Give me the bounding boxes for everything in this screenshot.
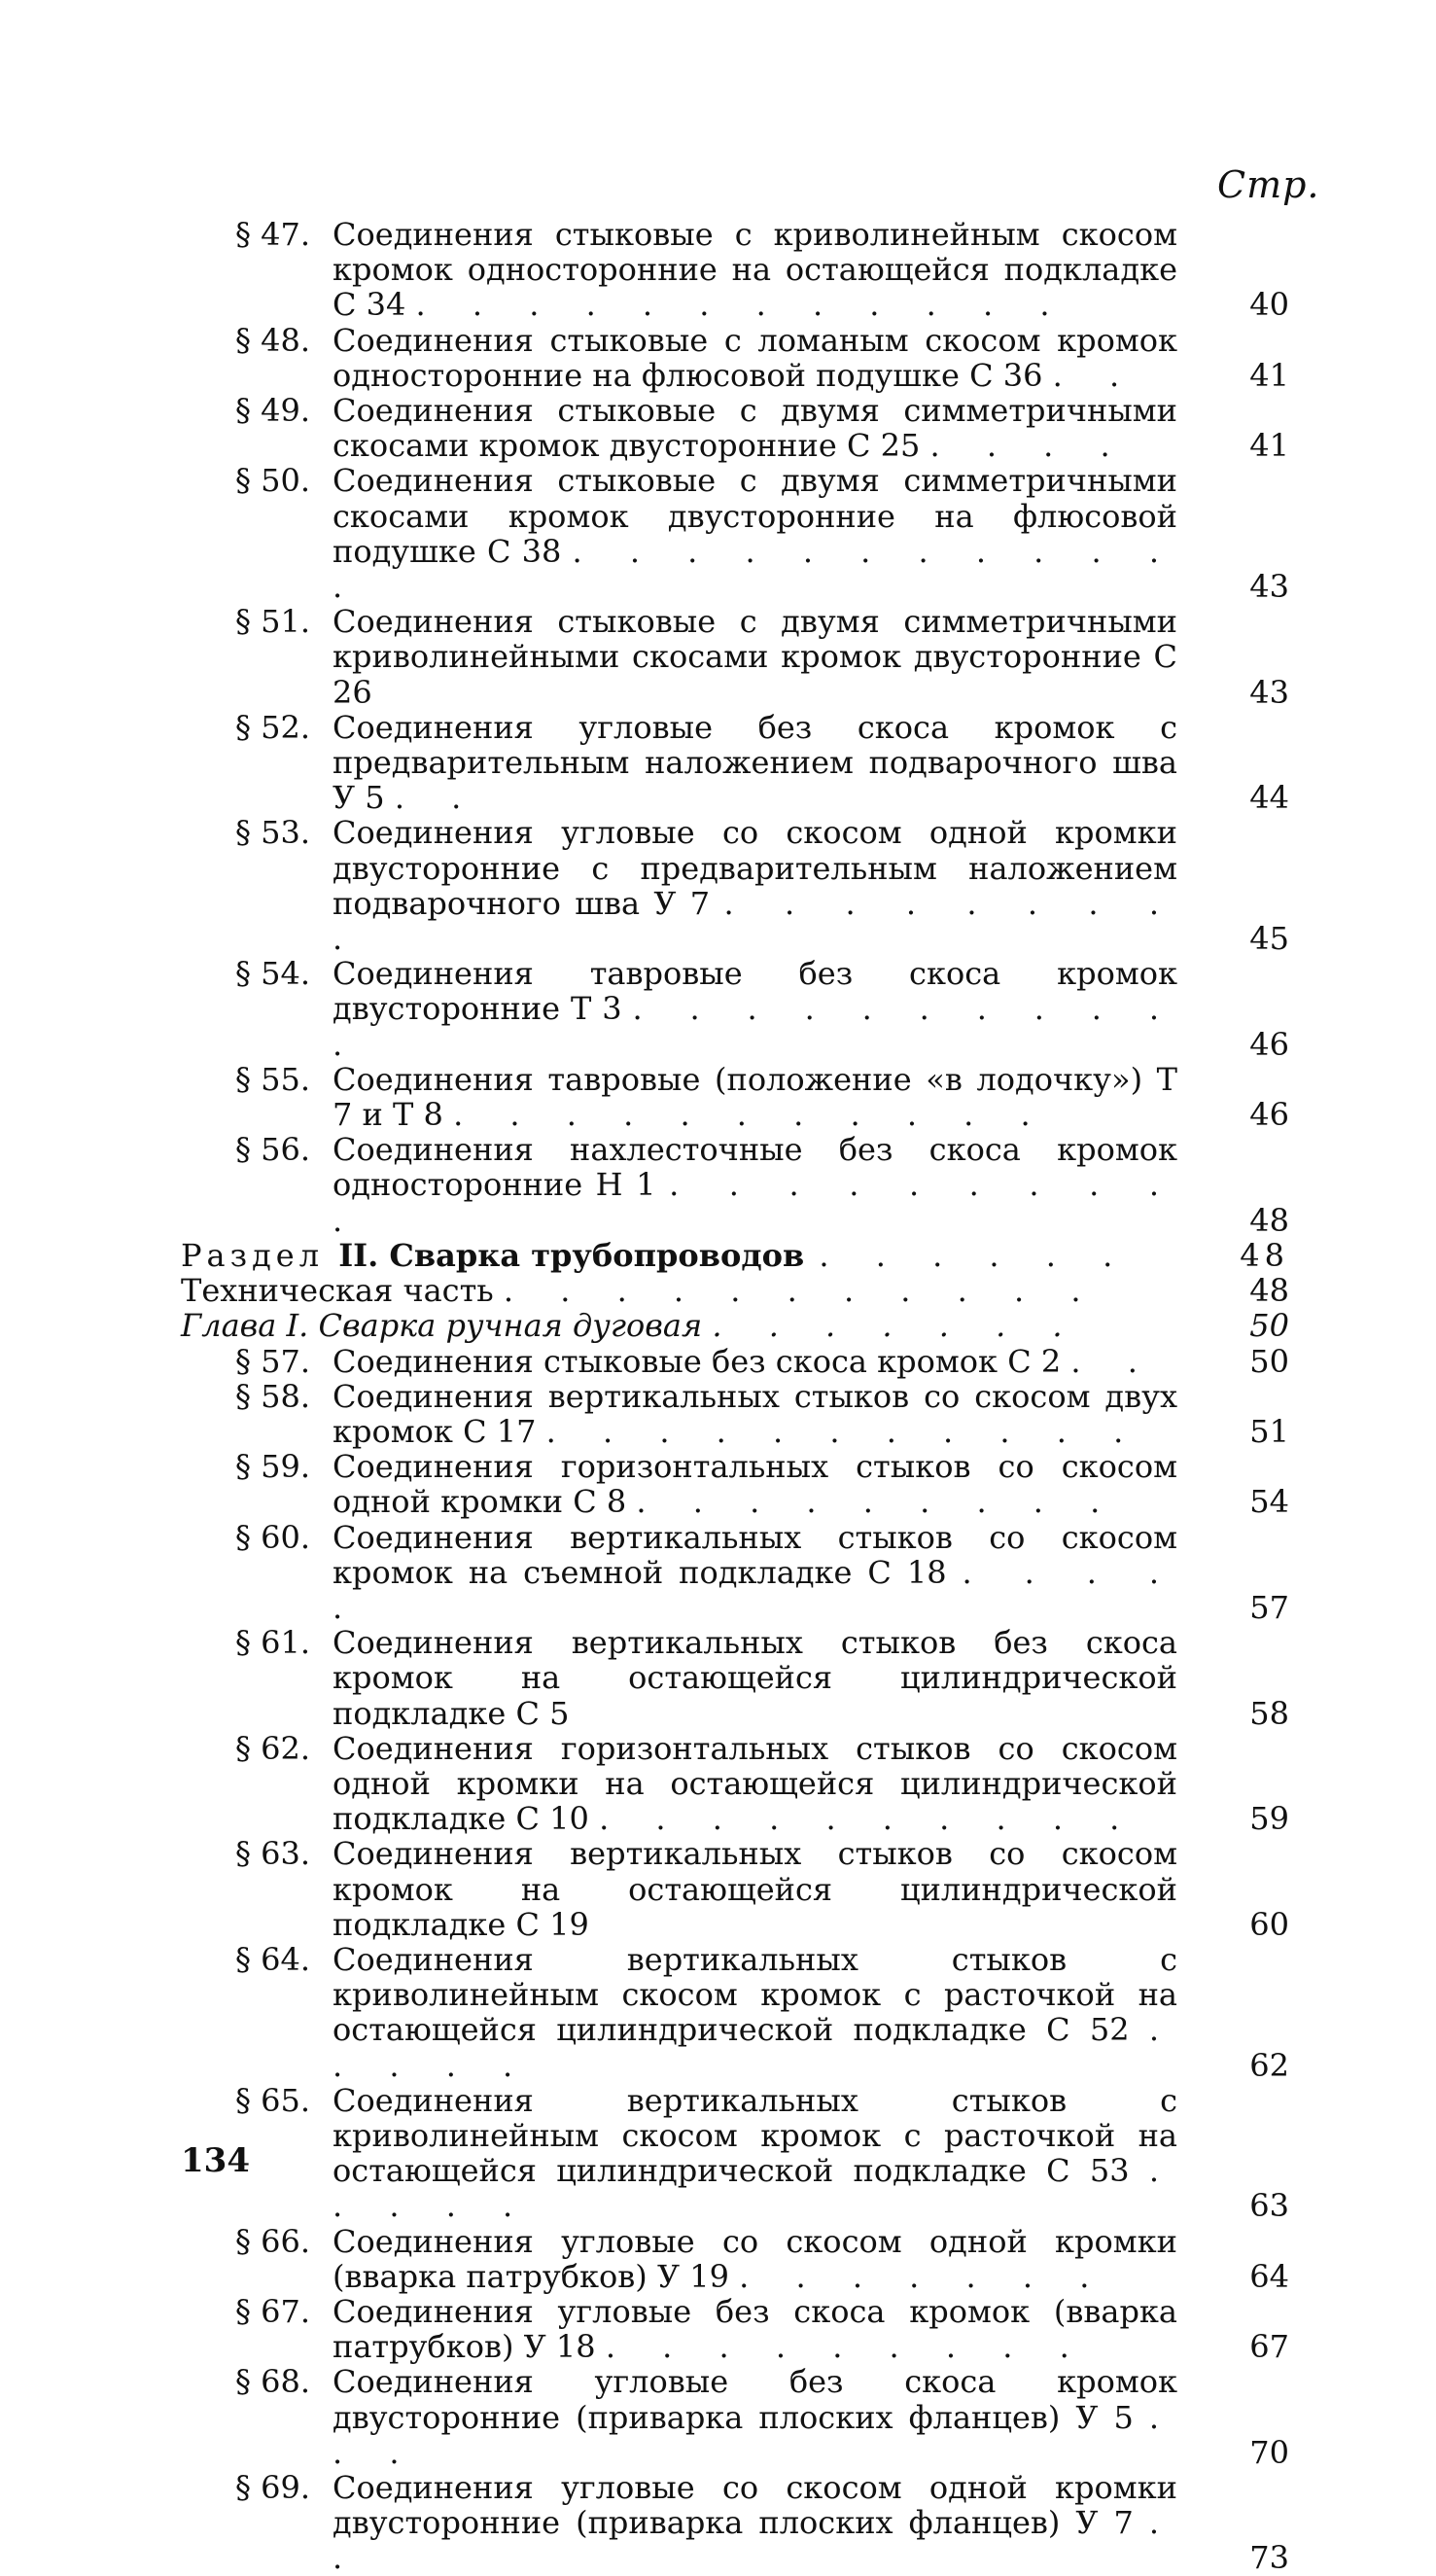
entry-title [181,393,1177,463]
toc-entry[interactable] [181,1238,1289,1273]
page-ref: 43 [1249,673,1289,711]
page-ref: 58 [1249,1694,1289,1732]
section-number: § 66. [235,2222,311,2260]
leader-dots: . . . . . . . [712,1307,1081,1345]
toc-entry[interactable] [181,710,1289,816]
entry-text: Соединения вертикальных стыков со скосом кромок на съемной подкладке С 18 [333,1518,1177,1591]
toc-entry[interactable] [181,463,1289,604]
leader-dots: . . . . . . [819,1236,1132,1274]
leader-dots: . . . . . . . . . . . [453,1096,1049,1134]
page-ref: 41 [1249,356,1289,394]
leader-dots: . . . . . . . . . [605,2328,1088,2366]
section-number: § 64. [235,1940,311,1978]
entry-title [181,1308,1177,1343]
page-ref: 41 [1249,427,1289,465]
page-ref: 51 [1249,1412,1289,1450]
page-ref: 46 [1249,1025,1289,1063]
section-number: § 63. [235,1835,311,1873]
section-number: § 61. [235,1624,311,1662]
entry-text: Соединения угловые со скосом одной кромки двусторонние с предварительным наложением подварочного шва У 7 [333,814,1177,922]
entry-title [181,1625,1177,1731]
toc-entry[interactable] [181,1273,1289,1308]
entry-text: Соединения тавровые без скоса кромок двусторонние Т 3 [333,955,1177,1028]
entry-title [181,1942,1177,2083]
section-number: § 47. [235,216,311,253]
entry-title [181,463,1177,604]
entry-text: Соединения нахлесточные без скоса кромок односторонние Н 1 [333,1131,1177,1204]
leader-dots: . . . . . [333,1553,1178,1626]
toc-entry[interactable] [181,1308,1289,1343]
leader-dots: . . [1052,356,1138,394]
toc-entry[interactable] [181,2294,1289,2364]
page-ref: 63 [1249,2187,1289,2225]
entry-text: Соединения стыковые с криволинейным скосом кромок односторонние на остающейся подкладке С 34 [333,216,1177,324]
entry-text: Соединения тавровые (положение «в лодочку») Т 7 и Т 8 [333,1060,1177,1134]
leader-dots: . . [1070,1342,1156,1380]
entry-title [181,1520,1177,1626]
entry-title [181,2083,1177,2224]
entry-text: Соединения угловые без скоса кромок двусторонние (приварка плоских фланцев) У 5 [333,2363,1177,2436]
entry-title [181,710,1177,816]
section-number: § 57. [235,1342,311,1380]
page-ref: 43 [1249,568,1289,606]
entry-title [181,1731,1177,1837]
toc-entry[interactable] [181,815,1289,956]
section-number: § 55. [235,1060,311,1098]
entry-title [181,217,1177,323]
entry-title [181,2364,1177,2470]
leader-dots: . . . . . . . [739,2257,1108,2295]
page-ref: 67 [1249,2328,1289,2366]
entry-text: Соединения стыковые с двумя симметричными скосами кромок двусторонние С 25 [333,392,1177,465]
page-ref: 50 [1249,1307,1289,1345]
page-ref: 48 [1240,1236,1289,1274]
section-number: § 51. [235,603,311,641]
leader-dots: . . . . . . . . . . . [545,1412,1142,1450]
entry-title [181,323,1177,393]
leader-dots: . . . . . . . . . . [599,1800,1138,1838]
page-ref: 48 [1249,1201,1289,1239]
entry-title [181,956,1177,1062]
toc-entry[interactable] [181,1062,1289,1132]
section-number: § 53. [235,814,311,852]
entry-title [181,2224,1177,2294]
entry-text: Соединения горизонтальных стыков со скосом одной кромки на остающейся цилиндрической подкладке С 10 [333,1729,1177,1838]
toc-entry[interactable] [181,393,1289,463]
leader-dots: . . . . . . . . . . . [503,1272,1100,1310]
leader-dots: . . . . . [333,2152,1178,2225]
toc-entry[interactable] [181,1132,1289,1238]
entry-text: Соединения стыковые с ломаным скосом кромок односторонние на флюсовой подушке С 36 [333,321,1177,394]
leader-dots: . . . [333,2398,1178,2471]
toc-entry[interactable] [181,2083,1289,2224]
entry-text: Соединения угловые со скосом одной кромки двусторонние (приварка плоских фланцев) У 7 [333,2469,1177,2542]
toc-entry[interactable] [181,323,1289,393]
part-title: II. Сварка трубопроводов [338,1236,805,1274]
part-label: Раздел [181,1236,325,1274]
page-ref: 54 [1249,1483,1289,1521]
section-number: § 58. [235,1377,311,1415]
leader-dots: . . . . . . . . . . [333,1166,1178,1239]
page-ref: 48 [1249,1272,1289,1310]
entry-title [181,2294,1177,2364]
entry-title [181,1132,1177,1238]
page-ref: 46 [1249,1096,1289,1134]
entry-text: Глава I. Сварка ручная дуговая [181,1307,703,1345]
section-number: § 56. [235,1131,311,1169]
entry-title [181,604,1177,710]
page-ref: 64 [1249,2257,1289,2295]
toc-entry[interactable] [181,217,1289,323]
entry-text: Соединения вертикальных стыков со скосом двух кромок С 17 [333,1377,1177,1450]
page-ref: 59 [1249,1800,1289,1838]
page-ref: 40 [1249,286,1289,324]
entry-title [181,1836,1177,1942]
section-number: § 50. [235,462,311,500]
page-number: 134 [181,2141,250,2180]
entry-text: Соединения вертикальных стыков без скоса кромок на остающейся цилиндрической подкладке С 5 [333,1624,1177,1732]
toc-entry[interactable] [181,2470,1289,2576]
toc-entry[interactable] [181,1379,1289,1449]
section-number: § 52. [235,708,311,746]
section-number: § 48. [235,321,311,359]
toc-entry[interactable] [181,1449,1289,1519]
entry-text: Соединения угловые со скосом одной кромки (вварка патрубков) У 19 [333,2222,1177,2295]
toc-entry[interactable] [181,2224,1289,2294]
section-number: § 67. [235,2292,311,2330]
entry-title [181,1379,1177,1449]
entry-title [181,1062,1177,1132]
toc-entry[interactable] [181,1520,1289,1626]
leader-dots: . . . . . . . . . [636,1483,1119,1521]
entry-text: Соединения угловые без скоса кромок (вварка патрубков) У 18 [333,2292,1177,2366]
leader-dots: . . . . . . . . . [333,884,1178,958]
section-number: § 65. [235,2081,311,2119]
page-ref: 45 [1249,920,1289,958]
entry-text: Соединения стыковые с двумя симметричными скосами кромок двусторонние на флюсовой подушке С 38 [333,462,1177,570]
toc-entry[interactable] [181,1625,1289,1731]
section-number: § 49. [235,392,311,430]
entry-text: Соединения вертикальных стыков с криволинейным скосом кромок с расточкой на остающейся цилиндрической подкладке С 52 [333,1940,1177,2049]
leader-dots: . . [394,779,480,817]
page-ref: 73 [1249,2539,1289,2576]
toc-entry[interactable] [181,956,1289,1062]
entry-title [181,1238,1177,1273]
entry-title [181,1449,1177,1519]
leader-dots: . . . . . [333,2011,1178,2084]
entry-title [181,1344,1177,1379]
entry-text: Соединения вертикальных стыков со скосом кромок на остающейся цилиндрической подкладке С 19 [333,1835,1177,1943]
page-ref: 44 [1249,779,1289,817]
page-column-label: Стр. [1217,163,1320,206]
table-of-contents [181,217,1289,2576]
entry-text: Соединения угловые без скоса кромок с предварительным наложением подварочного шва У 5 [333,708,1177,817]
page-ref: 57 [1249,1588,1289,1626]
toc-entry[interactable] [181,1836,1289,1942]
leader-dots: . . . . . . . . . . . . [333,532,1178,606]
leader-dots: . . . . . . . . . . . [333,990,1178,1063]
page-ref: 62 [1249,2046,1289,2084]
page-ref: 60 [1249,1905,1289,1943]
toc-entry[interactable] [181,1344,1289,1379]
entry-text: Соединения стыковые с двумя симметричными криволинейными скосами кромок двусторонние С 26 [333,603,1177,711]
entry-text: Техническая часть [181,1272,494,1310]
section-number: § 59. [235,1448,311,1486]
leader-dots: . . . . [929,427,1129,465]
page-ref: 50 [1249,1342,1289,1380]
page-ref: 70 [1249,2433,1289,2471]
entry-text: Соединения горизонтальных стыков со скосом одной кромки С 8 [333,1448,1177,1521]
toc-entry[interactable] [181,1942,1289,2083]
entry-title [181,2470,1177,2576]
leader-dots: . . . . . . . . . . . . [415,286,1068,324]
entry-text: Соединения стыковые без скоса кромок С 2 [333,1342,1062,1380]
entry-text: Соединения вертикальных стыков с криволинейным скосом кромок с расточкой на остающейся цилиндрической подкладке С 53 [333,2081,1177,2190]
toc-entry[interactable] [181,2364,1289,2470]
entry-title [181,1273,1177,1308]
section-number: § 68. [235,2363,311,2401]
toc-entry[interactable] [181,1731,1289,1837]
leader-dots: . . [333,2504,1178,2576]
entry-title [181,815,1177,956]
section-number: § 69. [235,2469,311,2506]
section-number: § 62. [235,1729,311,1767]
section-number: § 60. [235,1518,311,1556]
toc-entry[interactable] [181,604,1289,710]
section-number: § 54. [235,955,311,993]
